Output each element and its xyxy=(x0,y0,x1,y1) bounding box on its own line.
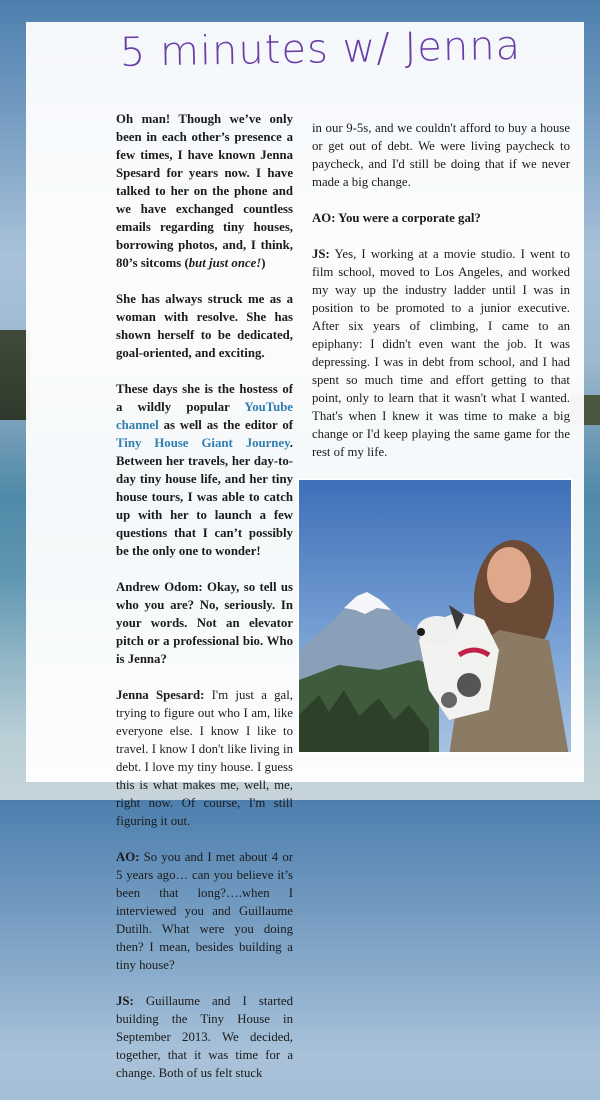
answer-building-house-continued: in our 9-5s, and we couldn't afford to buy a house or get out of debt. We were living paycheck to paycheck, and I'd still be doing that if we never made a big change. xyxy=(312,121,570,189)
right-column xyxy=(312,119,570,479)
resolve-paragraph: She has always struck me as a woman with resolve. She has shown herself to be dedicated, goal-oriented, and exciting. xyxy=(116,292,293,360)
emphasis-text: but just once! xyxy=(188,256,262,270)
jenna-with-dog-photo xyxy=(297,478,573,754)
question-corporate-gal: AO: You were a corporate gal? xyxy=(312,211,481,225)
answer-who-are-you: Jenna Spesard: I'm just a gal, trying to figure out who I am, like everyone else. I know I like to travel. I know I don't like living in debt. I love my tiny house. I guess this is what makes me, well, me, right now. Of course, I'm still figuring it out. xyxy=(116,688,293,828)
left-column xyxy=(116,110,293,1100)
question-who-are-you: Andrew Odom: Okay, so tell us who you are? No, seriously. In your words. Not an elevator pitch or a professional bio. Who is Jenna? xyxy=(116,580,293,666)
youtube-channel-link[interactable]: YouTube channel xyxy=(116,400,293,432)
photo-illustration xyxy=(299,480,573,754)
intro-paragraph: Oh man! Though we’ve only been in each other’s presence a few times, I have known Jenna Spesard for years now. I have talked to her on the phone and we have exchanged countless emails regarding tiny houses, borrowing photos, and, I think, 80’s sitcoms (but just once!) xyxy=(116,112,293,270)
hostess-paragraph: These days she is the hostess of a wildly popular YouTube channel as well as the editor of Tiny House Giant Journey. Between her travels, her day-to-day tiny house life, and her tiny house tours, I was able to catch up with her to launch a few questions that I can’t possibly be the only one to wonder! xyxy=(116,382,293,558)
answer-building-house: JS: Guillaume and I started building the Tiny House in September 2013. We decided, together, that it was time for a change. Both of us felt stuck xyxy=(116,994,293,1080)
page-title: 5 minutes w/ Jenna xyxy=(119,22,522,76)
answer-corporate-gal: JS: Yes, I working at a movie studio. I went to film school, moved to Los Angeles, and worked my way up the industry ladder until I was in position to be promoted to a junior executive. After six years of climbing, I came to an epiphany: I didn't even want the job. It was depressing. I was in debt from school, and I had spent so much time and effort getting to that point, only to learn that it wasn't what I wanted. That's when I knew it was time to make a big change or I'd keep playing the same game for the rest of my life. xyxy=(312,247,570,459)
question-what-were-you-doing: AO: So you and I met about 4 or 5 years ago… can you believe it’s been that long?….when I interviewed you and Guillaume Dutilh. What were you doing then? I mean, besides building a tiny house? xyxy=(116,850,293,972)
tiny-house-giant-journey-link[interactable]: Tiny House Giant Journey xyxy=(116,436,290,450)
